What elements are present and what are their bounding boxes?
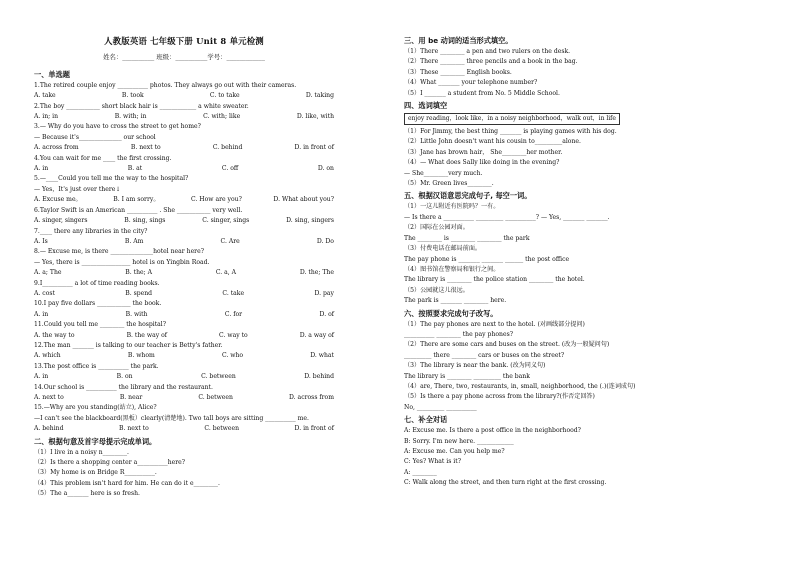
question-text: 15.—Why are you standing(站立), Alice?	[34, 404, 157, 412]
fill-line: （5）The a_______ here is so fresh.	[34, 490, 140, 498]
question-item	[34, 320, 334, 341]
answer-option: C. between	[198, 394, 233, 401]
answer-option: C. behind	[212, 144, 243, 152]
answer-option: C. How are you?	[190, 196, 242, 204]
word-choice-line: （3）Jane has brown hair， She________her mother.	[404, 148, 563, 156]
answer-option: A. in	[34, 310, 49, 318]
question-text-continued: —I can't see the blackboard(黑板）clearly(清楚地). Two tall boys are sitting __________ me.	[34, 414, 309, 422]
question-text-continued: — Yes, there is ________________ hotel is on Yingbin Road.	[34, 258, 210, 266]
answer-option: A. Excuse me。	[34, 196, 82, 204]
question-text: 12.The man _______ is talking to our teacher is Betty's father.	[34, 341, 223, 349]
question-text: 7.____ there any libraries in the city?	[34, 227, 148, 235]
question-item	[34, 154, 334, 175]
answer-option: B. sing, sings	[124, 217, 166, 225]
question-item	[34, 206, 334, 227]
answer-option: B. the way of	[126, 331, 167, 339]
answer-options	[34, 268, 334, 278]
answer-option: B. next to	[119, 425, 149, 433]
question-item	[34, 341, 334, 362]
rewrite-line: （4）are, There, two, restaurants, in, small, neighborhood, the (.)(连词成句)	[404, 382, 636, 390]
student-info-line: 姓名：__________ 班级：__________学号：____________	[103, 53, 265, 62]
translation-line: （5）公园就这儿很远。	[404, 286, 469, 294]
answer-option: D. sing, singers	[286, 217, 334, 225]
rewrite-line: No, _________ __________	[404, 403, 477, 411]
section-heading-dialog: 七、补全对话	[404, 415, 448, 425]
answer-option: D. What about you?	[273, 196, 334, 204]
question-text: 4.You can wait for me ____ the first crossing.	[34, 154, 172, 162]
question-item	[34, 247, 334, 278]
translation-line: （1）一这儿附近有医院吗？一有。	[404, 203, 500, 211]
answer-option: D. across from	[289, 394, 334, 401]
rewrite-line: （2）There are some cars and buses on the street. (改为一般疑问句)	[404, 341, 610, 349]
dialog-line: B: Sorry. I'm new here. ____________	[404, 437, 514, 445]
answer-option: B. with	[125, 310, 148, 318]
be-verb-line: （2）There ________ three pencils and a book in the bag.	[404, 58, 578, 66]
word-choice-line: （5）Mr. Green lives________.	[404, 180, 494, 188]
section-heading-initial-letter: 二、根据句意及首字母提示完成单词。	[34, 436, 157, 446]
translation-line: The pay phone is _______ _______ ______ the post office	[404, 255, 570, 263]
answer-option: D. pay	[314, 289, 334, 297]
answer-options	[34, 91, 334, 101]
rewrite-line: The library is ________ _________ the bank	[404, 372, 530, 380]
translation-line: （3）付费电话在邮局前面。	[404, 245, 482, 253]
rewrite-line: __________ ________ the pay phones?	[404, 330, 513, 338]
answer-option: A. in	[34, 373, 49, 381]
answer-option: A. in	[34, 165, 49, 173]
answer-option: D. in front of	[294, 425, 334, 433]
question-item	[34, 122, 334, 153]
answer-option: D. a way of	[299, 331, 334, 339]
dialog-list	[404, 426, 734, 488]
answer-option: D. what	[310, 352, 334, 360]
answer-option: B. spend	[125, 289, 153, 297]
fill-line: （2）Is there a shopping center a__________here?	[34, 459, 186, 467]
question-text-continued: — Yes，It's just over there↓	[34, 185, 121, 193]
rewrite-list	[404, 320, 734, 414]
answer-option: C. a, A	[215, 269, 237, 277]
answer-options	[34, 112, 334, 122]
answer-option: A. Is	[34, 237, 48, 245]
answer-option: B. the; A	[125, 269, 153, 277]
be-verb-line: （4）What _______ your telephone number?	[404, 79, 538, 87]
question-item	[34, 174, 334, 205]
translation-line: The ________ is ________ ________ the park	[404, 234, 530, 242]
translation-line: （4）图书馆在警察局和银行之间。	[404, 265, 500, 273]
dialog-line: C: Walk along the street, and then turn right at the first crossing.	[404, 479, 607, 487]
answer-options	[34, 372, 334, 382]
answer-option: C. to take	[209, 92, 240, 100]
document-title: 人教版英语 七年级下册 Unit 8 单元检测	[104, 36, 264, 46]
word-choice-list	[404, 127, 734, 189]
answer-options	[34, 289, 334, 299]
word-choice-line: （4）— What does Sally like doing in the evening?	[404, 159, 560, 167]
answer-option: D. taking	[305, 92, 334, 100]
answer-option: D. of	[319, 310, 334, 318]
dialog-line: A: ________	[404, 468, 437, 476]
translation-line: The library is ________ the police station ________ the hotel.	[404, 276, 585, 284]
section-heading-be-verb: 三、用 be 动词的适当形式填空。	[404, 36, 513, 45]
answer-option: D. behind	[304, 373, 334, 381]
answer-option: A. the way to	[34, 331, 75, 339]
be-verb-line: （3）These ________ English books.	[404, 68, 512, 76]
answer-option: B. whom	[127, 352, 155, 360]
answer-option: B. with; in	[114, 113, 147, 121]
left-column	[34, 34, 334, 500]
multiple-choice-list	[34, 81, 334, 435]
answer-options	[34, 393, 334, 403]
section-heading-word-choice: 四、选词填空	[404, 101, 448, 111]
question-text-continued: — Because it's______________ our school	[34, 133, 156, 141]
answer-option: C. way to	[219, 331, 248, 339]
word-choice-line: — She________very much.	[404, 169, 483, 177]
question-text: 14.Our school is __________ the library and the restaurant.	[34, 383, 213, 391]
question-text: 9.I__________ a lot of time reading books.	[34, 279, 160, 287]
question-text: 5.—____Could you tell me the way to the hospital?	[34, 175, 189, 183]
question-item	[34, 227, 334, 248]
answer-options	[34, 216, 334, 226]
answer-options	[34, 164, 334, 174]
answer-options	[34, 351, 334, 361]
answer-options	[34, 310, 334, 320]
question-text: 3.— Why do you have to cross the street to get home?	[34, 123, 201, 131]
translation-line: （2）国际在公园对面。	[404, 224, 469, 232]
fill-line: （4）This problem isn't hard for him. He can do it e________.	[34, 479, 220, 487]
answer-option: C. Are	[220, 237, 240, 245]
section-heading-translation: 五、根据汉语意思完成句子, 每空一词。	[404, 191, 532, 201]
answer-option: C. singer, sings	[202, 217, 250, 225]
answer-option: A. across from	[34, 144, 79, 152]
answer-option: D. the; The	[299, 269, 334, 277]
fill-line: （1）I live in a noisy n________.	[34, 448, 129, 456]
rewrite-line: （5）Is there a pay phone across from the library?(作否定回答)	[404, 393, 595, 401]
answer-option: C. off	[221, 165, 239, 173]
answer-option: C. take	[222, 289, 245, 297]
answer-option: A. a; The	[34, 269, 62, 277]
question-text: 6.Taylor Swift is an American __________ . She ___________ very well.	[34, 206, 243, 214]
translation-list	[404, 202, 734, 306]
question-text: 1.The retired couple enjoy __________ photos. They always go out with their cameras.	[34, 81, 297, 89]
question-text: 2.The boy ___________ short black hair is ____________ a white sweater.	[34, 102, 249, 110]
answer-option: A. take	[34, 92, 56, 100]
answer-option: A. behind	[34, 425, 64, 433]
answer-option: A. in; in	[34, 113, 59, 121]
answer-option: C. who	[221, 352, 244, 360]
answer-options	[34, 195, 334, 205]
dialog-line: C: Yes? What is it?	[404, 458, 461, 466]
answer-options	[34, 143, 334, 153]
question-item	[34, 362, 334, 383]
answer-option: B. next to	[130, 144, 161, 152]
answer-option: A. cost	[34, 289, 55, 297]
section-heading-rewrite: 六、按照要求完成句子改写。	[404, 308, 498, 318]
answer-option: C. with; like	[203, 113, 241, 121]
translation-line: — Is there a __________ _________ __________? — Yes, _______ _______.	[404, 213, 610, 221]
answer-options	[34, 237, 334, 247]
question-item	[34, 383, 334, 404]
translation-line: The park is _______ ________ here.	[404, 297, 507, 305]
question-item	[34, 102, 334, 123]
answer-option: B. at	[127, 165, 143, 173]
answer-options	[34, 331, 334, 341]
be-verb-line: （1）There ________ a pen and two rulers on the desk.	[404, 48, 571, 55]
answer-option: C. between	[201, 373, 236, 381]
question-item	[34, 279, 334, 300]
answer-option: B. on	[116, 373, 133, 381]
answer-option: D. in front of	[294, 144, 334, 152]
fill-line: （3）My home is on Bridge R__________.	[34, 469, 157, 477]
answer-option: B. took	[121, 92, 144, 100]
question-item	[34, 81, 334, 102]
right-column	[404, 34, 734, 489]
word-choice-line: （1）For Jimmy, the best thing _______ is playing games with his dog.	[404, 128, 617, 136]
answer-option: D. Do	[316, 237, 334, 245]
answer-option: B. near	[119, 394, 143, 401]
dialog-line: A: Excuse me. Can you help me?	[404, 448, 505, 455]
initial-letter-list	[34, 448, 334, 500]
rewrite-line: （3）The library is near the bank. (改为同义句)	[404, 362, 546, 370]
answer-option: B. I am sorry。	[113, 196, 160, 204]
question-item	[34, 403, 334, 434]
question-text: 13.The post office is __________ the park.	[34, 362, 159, 370]
answer-option: A. singer, singers	[34, 217, 88, 225]
rewrite-line: _________ there ________ cars or buses on the street?	[404, 351, 565, 359]
answer-option: D. like, with	[296, 113, 334, 121]
answer-options	[34, 424, 334, 434]
answer-option: B. Am	[124, 237, 144, 245]
question-text: 11.Could you tell me ________ the hospital?	[34, 321, 167, 329]
answer-option: D. on	[317, 165, 334, 173]
word-bank-box: enjoy reading，look like，in a noisy neighborhood，walk out，in life	[404, 113, 620, 125]
answer-option: C. between	[204, 425, 240, 433]
section-heading-single-choice: 一、单选题	[34, 69, 70, 79]
rewrite-line: （1）The pay phones are next to the hotel. (对画线部分提问)	[404, 320, 585, 328]
question-text: 10.I pay five dollars ___________ the book.	[34, 300, 162, 308]
answer-option: A. next to	[34, 394, 64, 401]
answer-option: A. which	[34, 352, 61, 360]
question-item	[34, 299, 334, 320]
be-verb-line: （5）I _______ a student from No. 5 Middle School.	[404, 89, 560, 97]
dialog-line: A: Excuse me. Is there a post office in the neighborhood?	[404, 427, 581, 435]
answer-option: C. for	[224, 310, 243, 318]
be-verb-list	[404, 47, 734, 99]
question-text: 8.— Excuse me, is there ______________hotel near here?	[34, 248, 204, 256]
word-choice-line: （2）Little John doesn't want his cousin to_________alone.	[404, 138, 581, 146]
